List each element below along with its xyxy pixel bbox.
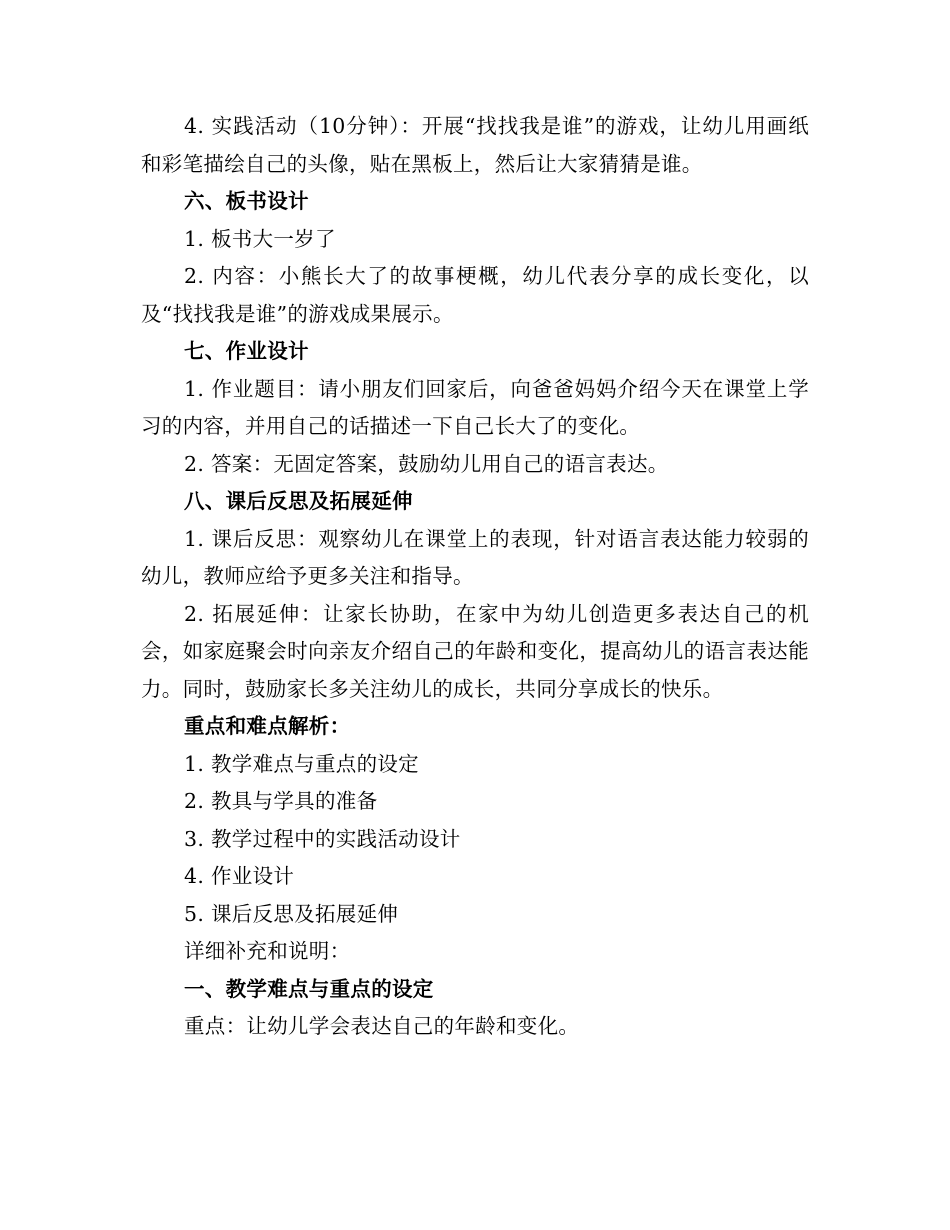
heading-reflection-extension: 八、课后反思及拓展延伸: [184, 489, 413, 513]
list-item: 1. 教学难点与重点的设定: [184, 751, 419, 776]
paragraph-extension: 2. 拓展延伸：让家长协助，在家中为幼儿创造更多表达自己的机会，如家庭聚会时向亲友介绍自己的年龄和变化，提高幼儿的语言表达能力。同时，鼓励家长多关注幼儿的成长，共同分享成长的快乐。: [141, 601, 809, 701]
paragraph-supplement-intro: 详细补充和说明：: [184, 939, 351, 963]
list-item: 2. 教具与学具的准备: [184, 789, 378, 813]
paragraph-homework-topic: 1. 作业题目：请小朋友们回家后，向爸爸妈妈介绍今天在课堂上学习的内容，并用自己的话描述一下自己长大了的变化。: [141, 376, 809, 438]
heading-difficulty-key-setting: 一、教学难点与重点的设定: [184, 976, 434, 1001]
paragraph-blackboard-content: 2. 内容：小熊长大了的故事梗概，幼儿代表分享的成长变化，以及“找找我是谁”的游戏成果展示。: [141, 264, 809, 326]
paragraph-blackboard-title: 1. 板书大一岁了: [184, 226, 336, 251]
paragraph-key-point: 重点：让幼儿学会表达自己的年龄和变化。: [184, 1014, 580, 1038]
heading-blackboard-design: 六、板书设计: [184, 189, 309, 213]
heading-homework-design: 七、作业设计: [184, 339, 309, 363]
paragraph-reflection: 1. 课后反思：观察幼儿在课堂上的表现，针对语言表达能力较弱的幼儿，教师应给予更多关注和指导。: [141, 526, 809, 588]
list-item: 4. 作业设计: [184, 864, 295, 888]
list-item: 5. 课后反思及拓展延伸: [184, 901, 399, 926]
heading-key-points-analysis: 重点和难点解析：: [184, 714, 351, 738]
paragraph-homework-answer: 2. 答案：无固定答案，鼓励幼儿用自己的语言表达。: [184, 451, 669, 476]
document-body: [141, 108, 809, 1046]
paragraph-practice-activity: 4. 实践活动（10分钟）：开展“找找我是谁”的游戏，让幼儿用画纸和彩笔描绘自己的头像，贴在黑板上，然后让大家猜猜是谁。: [141, 114, 809, 176]
list-item: 3. 教学过程中的实践活动设计: [184, 826, 461, 851]
